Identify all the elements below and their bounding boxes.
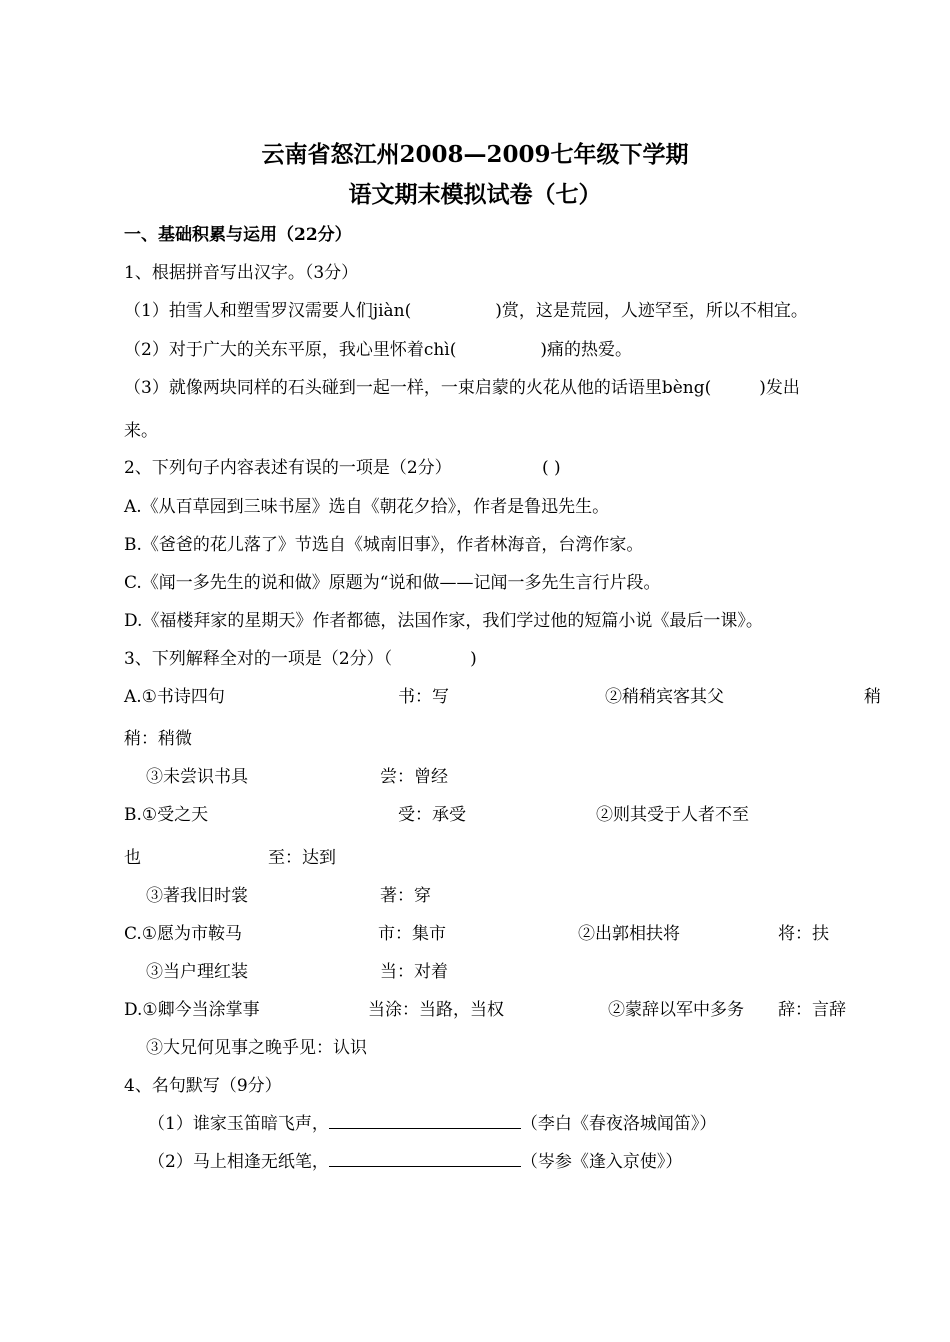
q3-c-1: C.①愿为市鞍马 bbox=[124, 924, 243, 944]
q3-a-2-explanation-cont: 稍：稍微 bbox=[124, 729, 192, 749]
page-subtitle: 语文期末模拟试卷（七） bbox=[348, 181, 602, 208]
q3-c-2-explanation: 将：扶 bbox=[778, 924, 829, 944]
q3-c-1-explanation: 市：集市 bbox=[378, 924, 446, 944]
question-1-item-2 bbox=[124, 339, 632, 361]
section-heading: 一、基础积累与运用（22分） bbox=[124, 225, 352, 245]
question-3-stem-text: 3、下列解释全对的一项是（2分）（ bbox=[124, 649, 393, 669]
q3-b-2-explanation: 至：达到 bbox=[268, 848, 336, 868]
question-1-item-2-before: （2）对于广大的关东平原，我心里怀着chì( bbox=[124, 340, 457, 360]
q3-a-1-explanation: 书：写 bbox=[398, 687, 449, 707]
question-3-stem bbox=[124, 648, 477, 670]
question-4-stem: 4、名句默写（9分） bbox=[124, 1076, 282, 1096]
question-3-stem-close: ) bbox=[470, 649, 477, 669]
q3-a-1: A.①书诗四句 bbox=[124, 687, 225, 707]
q3-c-2: ②出郭相扶将 bbox=[578, 924, 680, 944]
q3-b-3: ③著我旧时裳 bbox=[146, 886, 248, 906]
q3-b-3-explanation: 著：穿 bbox=[380, 886, 431, 906]
q3-a-2-explanation-start: 稍 bbox=[864, 687, 881, 707]
q3-d-1-explanation: 当涂：当路，当权 bbox=[368, 1000, 504, 1020]
question-2-stem: 2、下列句子内容表述有误的一项是（2分） bbox=[124, 458, 452, 478]
question-1-item-1 bbox=[124, 300, 808, 322]
question-1-item-3 bbox=[124, 377, 800, 399]
question-1-item-3-continued: 来。 bbox=[124, 421, 158, 441]
question-1-item-1-before: （1）拍雪人和塑雪罗汉需要人们jiàn( bbox=[124, 301, 412, 321]
answer-paren[interactable]: ( ) bbox=[542, 458, 561, 478]
q3-c-3-explanation: 当：对着 bbox=[380, 962, 448, 982]
page-title: 云南省怒江州2008—2009七年级下学期 bbox=[261, 141, 689, 168]
q3-c-3: ③当户理红装 bbox=[146, 962, 248, 982]
question-4-item-2-text: （2）马上相逢无纸笔， bbox=[148, 1152, 329, 1172]
q3-a-2: ②稍稍宾客其父 bbox=[605, 687, 724, 707]
question-4-item-1-source: （李白《春夜洛城闻笛》） bbox=[520, 1114, 717, 1134]
question-1-item-1-after: )赏，这是荒园，人迹罕至，所以不相宜。 bbox=[495, 301, 808, 321]
q3-b-1: B.①受之天 bbox=[124, 805, 209, 825]
q3-b-2-cont: 也 bbox=[124, 848, 141, 868]
question-4-item-1-text: （1）谁家玉笛暗飞声， bbox=[148, 1114, 329, 1134]
q3-a-3: ③未尝识书具 bbox=[146, 767, 248, 787]
question-1-stem: 1、根据拼音写出汉字。（3分） bbox=[124, 263, 359, 283]
q3-b-1-explanation: 受：承受 bbox=[398, 805, 466, 825]
q3-b-2: ②则其受于人者不至 bbox=[596, 805, 749, 825]
question-2-option-a: A.《从百草园到三味书屋》选自《朝花夕拾》，作者是鲁迅先生。 bbox=[124, 497, 610, 517]
answer-blank[interactable] bbox=[329, 1113, 521, 1129]
q3-d-2-explanation: 辞：言辞 bbox=[778, 1000, 846, 1020]
q3-d-1: D.①卿今当涂掌事 bbox=[124, 1000, 260, 1020]
answer-blank[interactable] bbox=[329, 1151, 521, 1167]
question-4-item-2-source: （岑参《逢入京使》） bbox=[520, 1152, 683, 1172]
q3-d-2: ②蒙辞以军中多务 bbox=[608, 1000, 744, 1020]
question-4-item-1 bbox=[148, 1113, 716, 1135]
question-1-item-3-before: （3）就像两块同样的石头碰到一起一样，一束启蒙的火花从他的话语里bèng( bbox=[124, 378, 712, 398]
question-2-option-d: D.《福楼拜家的星期天》作者都德，法国作家，我们学过他的短篇小说《最后一课》。 bbox=[124, 611, 763, 631]
question-1-item-3-after: )发出 bbox=[759, 378, 800, 398]
question-1-item-2-after: )痛的热爱。 bbox=[540, 340, 632, 360]
question-2-option-c: C.《闻一多先生的说和做》原题为“说和做——记闻一多先生言行片段。 bbox=[124, 573, 661, 593]
question-4-item-2 bbox=[148, 1151, 682, 1173]
q3-a-3-explanation: 尝：曾经 bbox=[380, 767, 448, 787]
q3-d-3: ③大兄何见事之晚乎见：认识 bbox=[146, 1038, 367, 1058]
question-2-option-b: B.《爸爸的花儿落了》节选自《城南旧事》，作者林海音，台湾作家。 bbox=[124, 535, 644, 555]
